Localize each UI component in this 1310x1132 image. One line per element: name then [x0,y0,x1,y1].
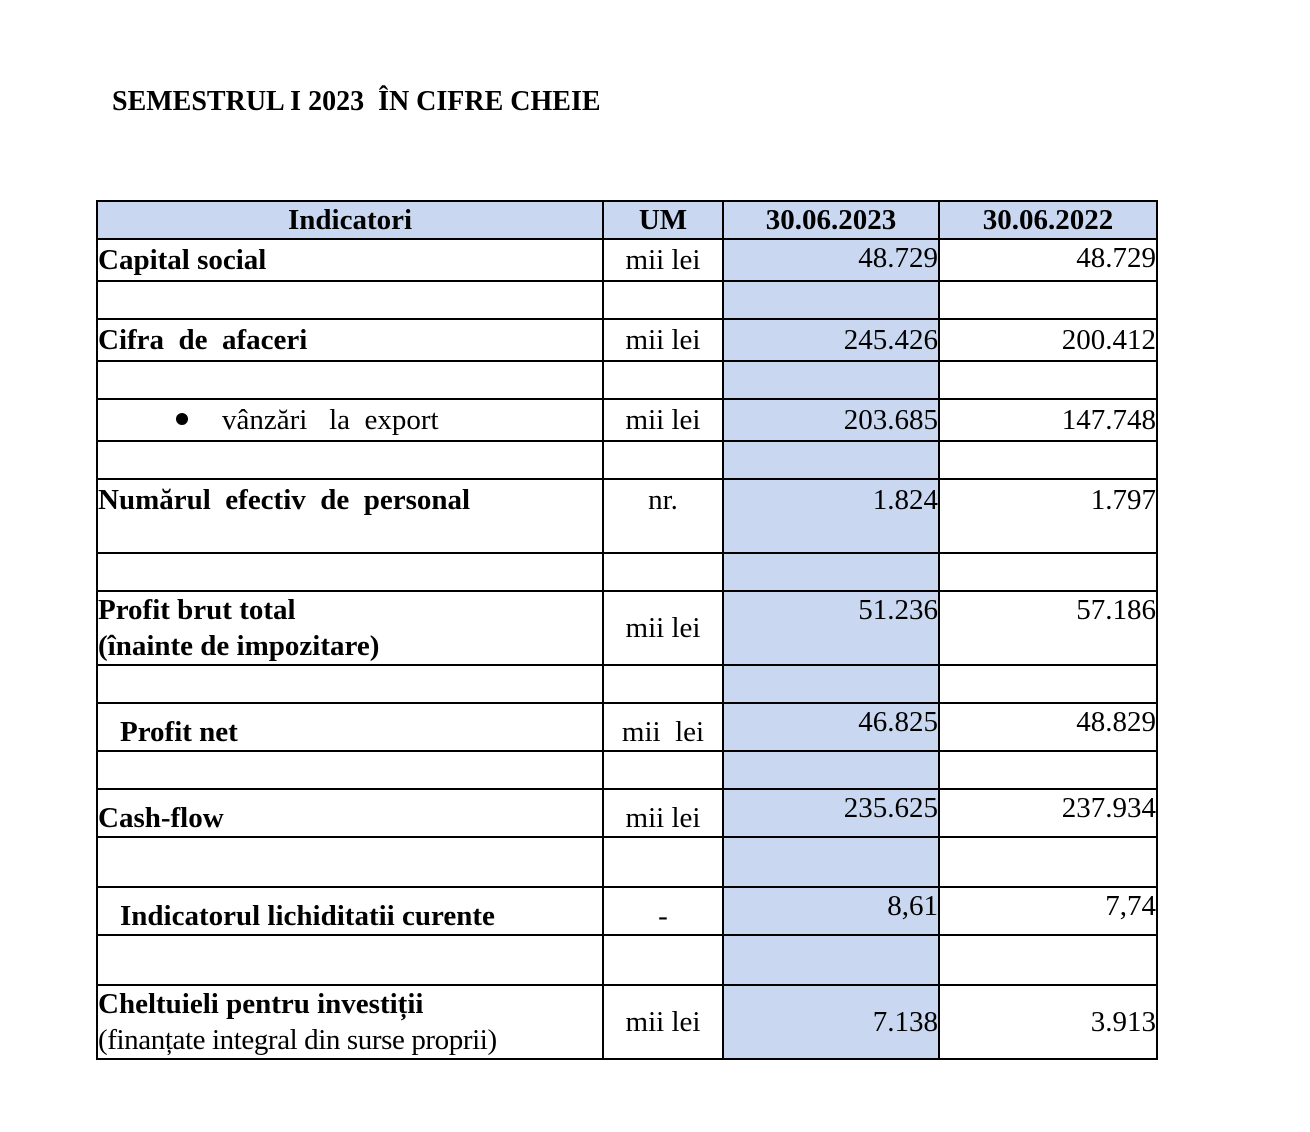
table-header-row [97,201,1157,239]
row-current-value: 51.236 [723,591,939,665]
row-current-value: 1.824 [723,479,939,553]
row-um: mii lei [603,985,723,1059]
header-previous-period: 30.06.2022 [939,201,1157,239]
row-current-value: 203.685 [723,399,939,441]
row-previous-value: 1.797 [939,479,1157,553]
row-label-sub: (finanțate integral din surse proprii) [98,1024,497,1056]
table-row [97,703,1157,751]
table-row [97,591,1157,665]
row-um: mii lei [603,239,723,281]
row-um: nr. [603,479,723,553]
row-previous-value: 200.412 [939,319,1157,361]
row-label-cell [97,985,603,1059]
row-label: Indicatorul lichiditatii curente [97,887,603,935]
table-row [97,985,1157,1059]
row-um: mii lei [603,399,723,441]
spacer-row [97,665,1157,703]
spacer-row [97,751,1157,789]
header-indicator: Indicatori [97,201,603,239]
row-um: - [603,887,723,935]
row-label-sub: (înainte de impozitare) [98,630,380,662]
row-label: Cifra de afaceri [97,319,603,361]
table-row [97,399,1157,441]
header-um: UM [603,201,723,239]
row-label: Profit net [97,703,603,751]
table-row [97,319,1157,361]
row-current-value: 48.729 [723,239,939,281]
table-row [97,479,1157,553]
row-previous-value: 57.186 [939,591,1157,665]
spacer-row [97,553,1157,591]
row-label: Capital social [97,239,603,281]
bullet-icon [176,413,188,425]
row-previous-value: 7,74 [939,887,1157,935]
row-um: mii lei [603,319,723,361]
spacer-row [97,361,1157,399]
row-previous-value: 237.934 [939,789,1157,837]
row-um: mii lei [603,789,723,837]
key-figures-table [96,200,1158,1060]
row-current-value: 7.138 [723,985,939,1059]
table-row [97,239,1157,281]
bullet-item [98,402,439,438]
row-current-value: 46.825 [723,703,939,751]
row-um: mii lei [603,703,723,751]
row-label: Profit brut total [98,594,296,626]
page-title: SEMESTRUL I 2023 ÎN CIFRE CHEIE [112,86,601,117]
row-label: Cash-flow [97,789,603,837]
row-label-bulleted [97,399,603,441]
row-um: mii lei [603,591,723,665]
spacer-row [97,837,1157,887]
row-label: Cheltuieli pentru investiții [98,988,424,1020]
row-previous-value: 3.913 [939,985,1157,1059]
row-label-cell [97,591,603,665]
table-row [97,789,1157,837]
spacer-row [97,935,1157,985]
row-current-value: 235.625 [723,789,939,837]
table-row [97,887,1157,935]
row-label: Numărul efectiv de personal [97,479,603,553]
row-label: vânzări la export [222,404,439,436]
row-previous-value: 147.748 [939,399,1157,441]
row-previous-value: 48.829 [939,703,1157,751]
row-previous-value: 48.729 [939,239,1157,281]
header-current-period: 30.06.2023 [723,201,939,239]
row-current-value: 8,61 [723,887,939,935]
spacer-row [97,281,1157,319]
spacer-row [97,441,1157,479]
row-current-value: 245.426 [723,319,939,361]
